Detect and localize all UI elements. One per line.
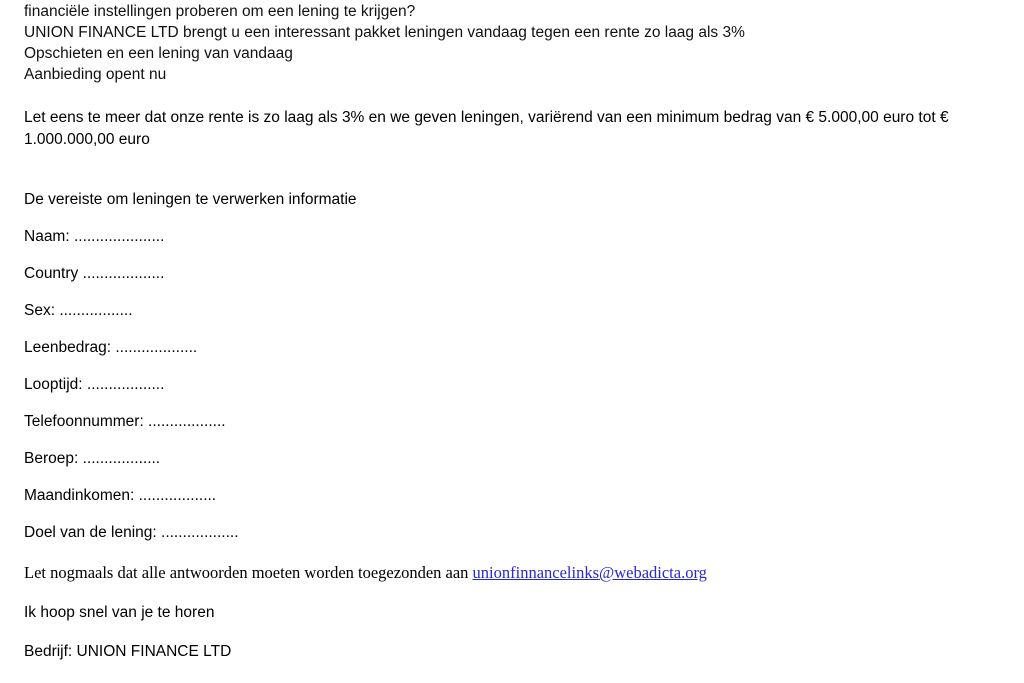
field-looptijd: Looptijd: ..................: [24, 376, 165, 393]
contact-email-link[interactable]: unionfinnancelinks@webadicta.org: [472, 563, 707, 582]
field-sex: Sex: .................: [24, 302, 133, 319]
intro-line-2: UNION FINANCE LTD brengt u een interessant pakket leningen vandaag tegen een rente zo laag als 3%: [24, 24, 745, 41]
requirements-heading: De vereiste om leningen te verwerken informatie: [24, 191, 357, 208]
offer-paragraph: Let eens te meer dat onze rente is zo laag als 3% en we geven leningen, variërend van een minimum bedrag van € 5.000,00 euro tot € 1.000.000,00 euro: [24, 109, 949, 148]
intro-block: [24, 0, 1000, 85]
farewell-line: Ik hoop snel van je te horen: [24, 604, 215, 621]
field-leenbedrag: Leenbedrag: ...................: [24, 339, 198, 356]
closing-line: [24, 563, 1000, 583]
company-line: Bedrijf: UNION FINANCE LTD: [24, 643, 232, 660]
field-beroep: Beroep: ..................: [24, 450, 161, 467]
intro-line-1: financiële instellingen proberen om een lening te krijgen?: [24, 3, 416, 20]
field-naam: Naam: .....................: [24, 228, 165, 245]
field-maandinkomen: Maandinkomen: ..................: [24, 487, 217, 504]
intro-line-3: Opschieten en een lening van vandaag: [24, 45, 293, 62]
field-country: Country ...................: [24, 265, 165, 282]
field-telefoonnummer: Telefoonnummer: ..................: [24, 413, 226, 430]
field-doel-van-de-lening: Doel van de lening: ..................: [24, 524, 239, 541]
intro-line-4: Aanbieding opent nu: [24, 66, 167, 83]
closing-prefix: Let nogmaals dat alle antwoorden moeten worden toegezonden aan: [24, 563, 473, 582]
